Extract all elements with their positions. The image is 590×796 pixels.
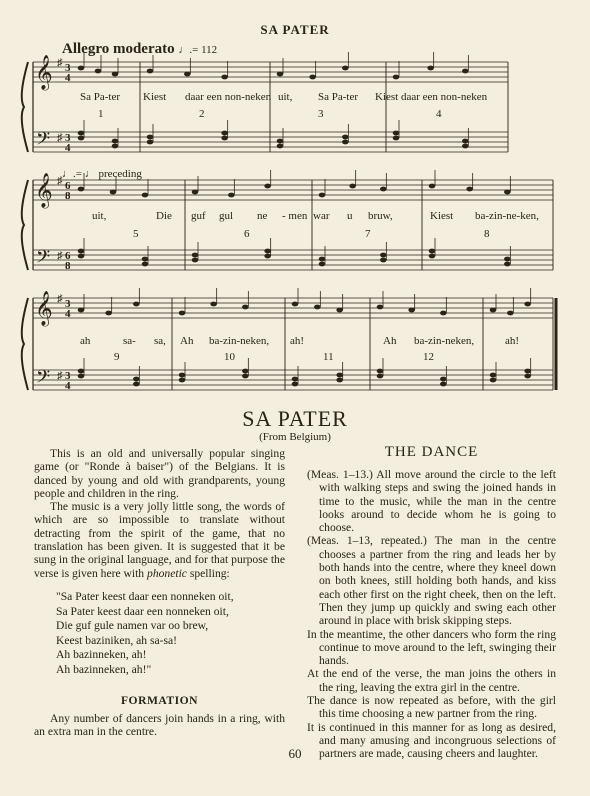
verse-line: Sa Pater keest daar een nonneken oit, [56, 604, 229, 618]
measure-number: 5 [133, 228, 139, 240]
treble-clef-icon: 𝄞 [35, 173, 53, 208]
bass-note-head [179, 373, 186, 378]
lyric-syllable: Kiest [143, 91, 167, 103]
bass-note-head [147, 140, 154, 145]
note-head [504, 190, 511, 195]
bass-note-head [112, 144, 119, 149]
time-signature-denominator: 4 [65, 142, 71, 154]
note-head [490, 308, 497, 313]
time-signature-numerator: 3 [65, 370, 71, 382]
treble-clef-icon: 𝄞 [35, 55, 53, 90]
lyric-syllable: gul [219, 210, 234, 222]
bass-note-head [192, 258, 199, 263]
note-head [336, 308, 343, 313]
measure-number: 8 [484, 228, 490, 240]
bass-note-head [377, 369, 384, 374]
lyric-syllable: Kiest daar een non-neken [375, 91, 488, 103]
brace [22, 62, 28, 152]
lyric-syllable: ah [80, 335, 91, 347]
note-head [210, 302, 217, 307]
measure-number: 1 [98, 108, 104, 120]
dance-paragraph: It is continued in this manner for as long as desired, and many amusing and incongruous selections of partners are made, causing cheers and laughter. [307, 720, 556, 761]
note-head [292, 302, 299, 307]
bass-note-head [292, 382, 299, 387]
note-head [133, 302, 140, 307]
note-head [466, 187, 473, 192]
note-head [319, 193, 326, 198]
bass-note-head [179, 378, 186, 383]
verse-line: Ah bazinneken, ah! [56, 648, 147, 662]
bass-note-head [78, 374, 85, 379]
bass-note-head [112, 139, 119, 144]
lyric-syllable: daar een non-neken [185, 91, 272, 103]
note-head [507, 311, 514, 316]
bass-note-head [242, 369, 249, 374]
bass-clef-icon: 𝄢 [36, 129, 51, 154]
verse-block [56, 590, 285, 678]
time-signature-denominator: 4 [65, 72, 71, 84]
measure-number: 7 [365, 228, 371, 240]
time-signature-denominator: 4 [65, 380, 71, 392]
note-head [309, 75, 316, 80]
lyric-syllable: Sa Pa-ter [318, 91, 359, 103]
bass-note-head [342, 140, 349, 145]
time-signature-numerator: 6 [65, 180, 71, 192]
bass-note-head [78, 131, 85, 136]
bass-note-head [221, 131, 228, 136]
bass-note-head [440, 382, 447, 387]
bass-note-head [490, 373, 497, 378]
bass-note-head [78, 136, 85, 141]
bass-note-head [429, 254, 436, 259]
emphasis: phonetic [147, 566, 187, 580]
lyric-syllable: ba-zin-ne-ken, [475, 210, 539, 222]
lyric-syllable: ne [257, 210, 268, 222]
bass-note-head [393, 136, 400, 141]
note-head [440, 311, 447, 316]
note-head [342, 66, 349, 71]
note-head [264, 184, 271, 189]
lyric-syllable: guf [191, 210, 206, 222]
bass-note-head [393, 131, 400, 136]
formation-heading: FORMATION [120, 693, 199, 707]
bass-note-head [292, 377, 299, 382]
measure-number: 12 [423, 351, 434, 363]
treble-clef-icon: 𝄞 [35, 291, 53, 326]
time-signature-denominator: 8 [65, 260, 71, 272]
note-head [142, 193, 149, 198]
bass-note-head [133, 377, 140, 382]
note-head [110, 190, 117, 195]
sharp-icon: ♯ [57, 132, 63, 144]
verse-line: "Sa Pater keest daar een nonneken oit, [56, 589, 234, 603]
measure-number: 11 [323, 351, 334, 363]
note-head [408, 308, 415, 313]
tempo-change-marking: ♩.= ♩ preceding [62, 168, 142, 180]
lyric-syllable: ba-zin-neken, [209, 335, 270, 347]
bass-note-head [377, 374, 384, 379]
note-head [95, 69, 102, 74]
bass-note-head [147, 135, 154, 140]
sharp-icon: ♯ [57, 370, 63, 382]
dance-paragraph: In the meantime, the other dancers who form the ring continue to move around to the left, swinging their hands. [307, 627, 556, 668]
bass-note-head [142, 262, 149, 267]
note-head [179, 311, 186, 316]
bass-note-head [336, 373, 343, 378]
lyric-syllable: uit, [278, 91, 293, 103]
bass-note-head [490, 378, 497, 383]
note-head [112, 72, 119, 77]
sharp-icon: ♯ [57, 175, 63, 187]
measure-number: 2 [199, 108, 205, 120]
dance-paragraph: (Meas. 1–13.) All move around the circle to the left with walking steps and swing the joined hands in time to the music, while the man in the centre looks around to decide whom he is going to choose. [307, 468, 556, 535]
bass-note-head [264, 254, 271, 259]
note-head [429, 184, 436, 189]
bass-note-head [380, 253, 387, 258]
note-head [228, 193, 235, 198]
dance-paragraph: The dance is now repeated as before, with the girl this time choosing a new partner from the ring. [307, 694, 556, 721]
bass-note-head [429, 249, 436, 254]
note-head [147, 69, 154, 74]
note-head [427, 66, 434, 71]
dance-paragraph: (Meas. 1–13, repeated.) The man in the centre chooses a partner from the ring and leads her by both hands into the centre, where they kneel down on both knees, still holding both hands, and kiss each other first on the right cheek, then on the left. Then they jump up quickly and swing each other around in place with brisk skipping steps. [307, 534, 556, 628]
bass-note-head [242, 374, 249, 379]
bass-clef-icon: 𝄢 [36, 247, 51, 272]
lyric-syllable: war [313, 210, 330, 222]
bass-note-head [440, 377, 447, 382]
note-head [277, 72, 284, 77]
lyric-syllable: u [347, 210, 353, 222]
sharp-icon: ♯ [57, 250, 63, 262]
lyric-syllable: ba-zin-neken, [414, 335, 475, 347]
bass-note-head [319, 262, 326, 267]
bass-note-head [142, 257, 149, 262]
bass-note-head [319, 257, 326, 262]
verse-line: Die guf gule namen var oo brew, [56, 619, 209, 633]
time-signature-numerator: 3 [65, 62, 71, 74]
note-head [377, 305, 384, 310]
note-head [105, 311, 112, 316]
intro-column [34, 447, 285, 738]
time-signature-denominator: 4 [65, 308, 71, 320]
bass-note-head [277, 144, 284, 149]
bass-note-head [264, 249, 271, 254]
bass-note-head [504, 262, 511, 267]
page-subtitle: (From Belgium) [259, 431, 331, 443]
page-number: 60 [288, 746, 302, 761]
tempo-label: Allegro moderato [62, 41, 175, 57]
measure-number: 4 [436, 108, 442, 120]
note-head [380, 187, 387, 192]
measure-number: 9 [114, 351, 120, 363]
lyric-syllable: Ah [383, 335, 397, 347]
brace [22, 180, 28, 270]
sharp-icon: ♯ [57, 293, 63, 305]
lyric-syllable: sa- [123, 335, 136, 347]
note-head [78, 66, 85, 71]
note-head [242, 305, 249, 310]
sharp-icon: ♯ [57, 57, 63, 69]
lyric-syllable: Die [156, 210, 172, 222]
bass-note-head [336, 378, 343, 383]
lyric-syllable: ah! [505, 335, 520, 347]
note-head [349, 184, 356, 189]
measure-number: 3 [318, 108, 324, 120]
bass-note-head [524, 374, 531, 379]
metronome-mark: ♩.= 112 [178, 44, 218, 56]
note-head [524, 302, 531, 307]
bass-note-head [524, 369, 531, 374]
bass-clef-icon: 𝄢 [36, 367, 51, 392]
bass-note-head [462, 139, 469, 144]
bass-note-head [504, 257, 511, 262]
lyric-syllable: Sa Pa-ter [80, 91, 121, 103]
lyric-syllable: Kiest [430, 210, 454, 222]
intro-paragraph-2: The music is a very jolly little song, the words of which are so impossible to translate without detracting from the spirit of the game, that no translation has been given. It is suggested that it be sung in the original language, and for that purpose the verse is given here with phonetic spelling: [34, 500, 285, 580]
lyric-syllable: bruw, [368, 210, 393, 222]
bass-note-head [342, 135, 349, 140]
note-head [78, 187, 85, 192]
bass-note-head [78, 249, 85, 254]
time-signature-numerator: 3 [65, 132, 71, 144]
note-head [78, 308, 85, 313]
running-head: SA PATER [260, 22, 330, 37]
bass-note-head [221, 136, 228, 141]
dance-heading: THE DANCE [384, 444, 479, 460]
bass-note-head [78, 369, 85, 374]
dance-paragraph: At the end of the verse, the man joins the others in the ring, leaving the extra girl in the centre. [307, 667, 556, 694]
time-signature-denominator: 8 [65, 190, 71, 202]
lyric-syllable: sa, [154, 335, 166, 347]
measure-number: 6 [244, 228, 250, 240]
bass-note-head [380, 258, 387, 263]
note-head [393, 75, 400, 80]
verse-line: Ah bazinneken, ah!" [56, 662, 152, 676]
note-head [184, 72, 191, 77]
lyric-syllable: ah! [290, 335, 305, 347]
note-head [192, 190, 199, 195]
formation-text: Any number of dancers join hands in a ring, with an extra man in the centre. [34, 711, 285, 739]
lyric-syllable: uit, [92, 210, 107, 222]
verse-line: Keest baziniken, ah sa-sa! [56, 633, 178, 647]
brace [22, 298, 28, 390]
bass-note-head [277, 139, 284, 144]
note-head [462, 69, 469, 74]
bass-note-head [462, 144, 469, 149]
bass-note-head [78, 254, 85, 259]
page-title: SA PATER [242, 406, 348, 431]
lyric-syllable: Ah [180, 335, 194, 347]
measure-number: 10 [224, 351, 235, 363]
bass-note-head [192, 253, 199, 258]
time-signature-numerator: 6 [65, 250, 71, 262]
note-head [221, 75, 228, 80]
dance-column [307, 468, 556, 761]
bass-note-head [133, 382, 140, 387]
time-signature-numerator: 3 [65, 298, 71, 310]
note-head [314, 305, 321, 310]
lyric-syllable: - men [282, 210, 308, 222]
intro-paragraph-1: This is an old and universally popular singing game (or "Ronde à baiser") of the Belgians. It is danced by young and old with grandparents, young people and children in the ring. [34, 447, 285, 500]
